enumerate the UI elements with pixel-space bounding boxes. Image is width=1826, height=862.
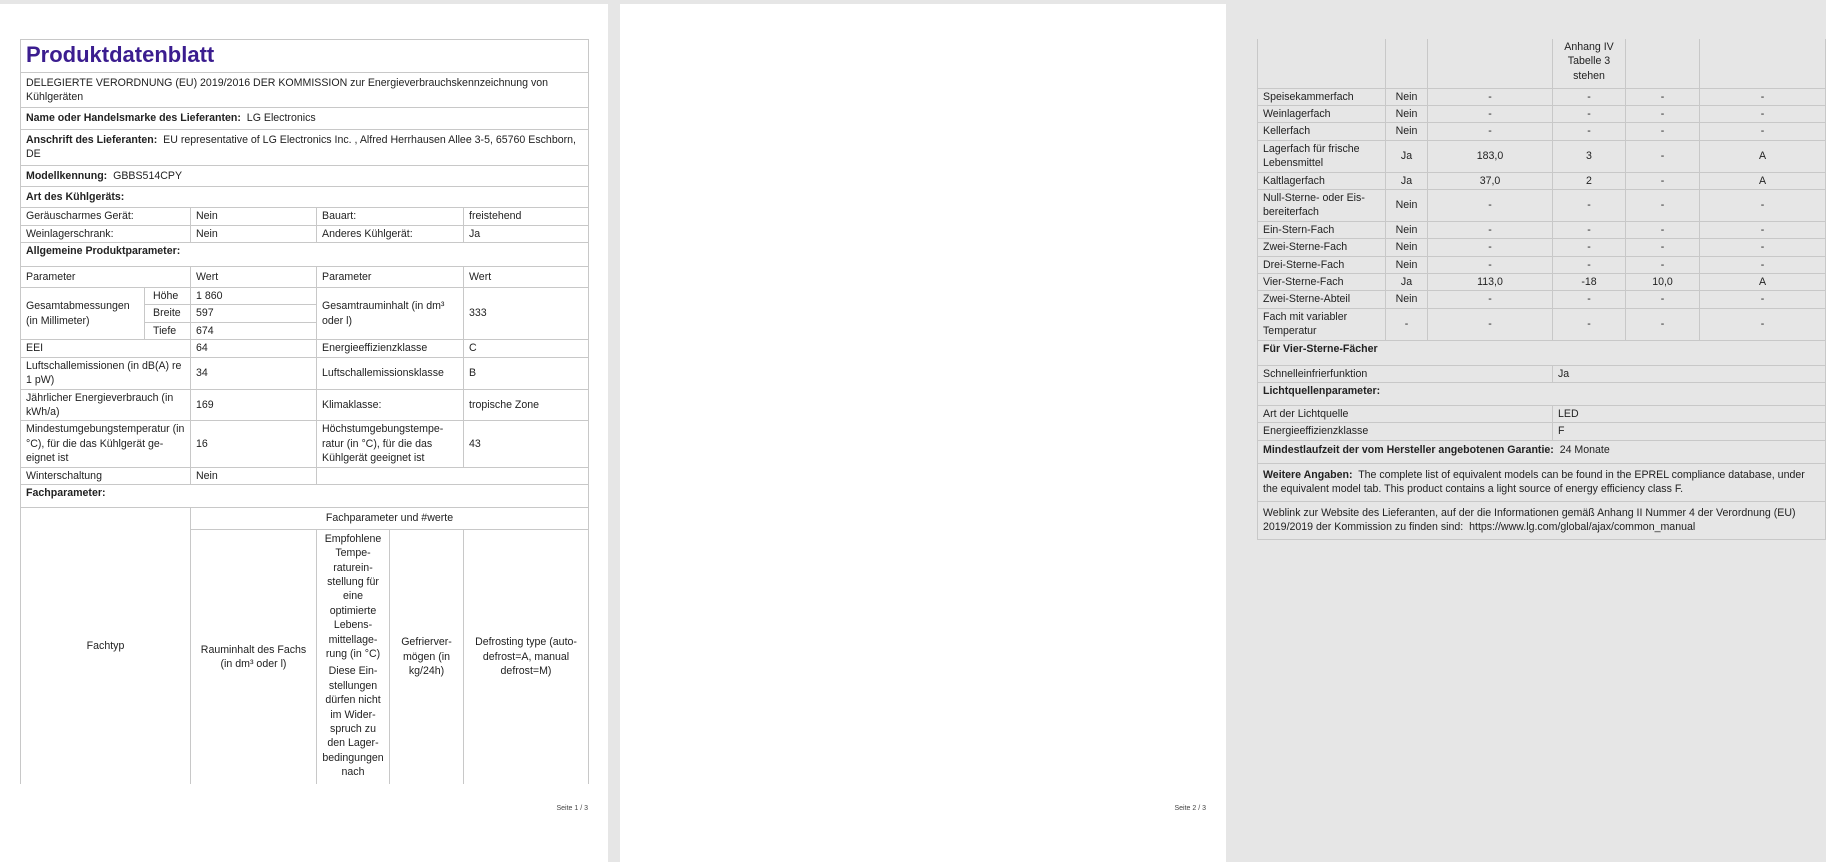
compartment-temperature: - xyxy=(1553,189,1626,221)
model-row xyxy=(21,165,589,186)
compartment-defrost: - xyxy=(1700,123,1826,140)
page-number: Seite 2 / 3 xyxy=(1174,805,1206,813)
col-group-header: Fachparameter und #werte xyxy=(191,508,589,529)
param-row xyxy=(21,340,589,357)
compartment-freeze-capacity: - xyxy=(1626,221,1700,238)
winter-value: Nein xyxy=(191,467,317,484)
compartment-temperature: - xyxy=(1553,239,1626,256)
type-row xyxy=(21,225,589,242)
param-value: 43 xyxy=(464,421,589,467)
warranty-label: Mindestlaufzeit der vom Hersteller angebotenen Garantie: xyxy=(1263,443,1554,456)
param-label: Höchstumgebungstemperatur (in °C), für die das Kühlgerät geeignet ist xyxy=(317,421,464,467)
compartment-name: Fach mit variabler Temperatur xyxy=(1258,308,1386,340)
param-row xyxy=(21,421,589,467)
compartment-name: Lagerfach für frische Lebensmittel xyxy=(1258,140,1386,172)
depth-label: Tiefe xyxy=(145,322,191,339)
compartment-name: Zwei-Sterne-Fach xyxy=(1258,239,1386,256)
compartment-temperature: - xyxy=(1553,308,1626,340)
param-label: Luftschallemissionsklasse xyxy=(317,357,464,389)
param-row xyxy=(21,357,589,389)
compartment-volume: - xyxy=(1428,308,1553,340)
weblink-text: Weblink zur Website des Lieferanten, auf der die Informationen gemäß Anhang II Nummer 4 der Verordnung (EU) 2019/2019 der Kommission zu finden sind: xyxy=(1263,506,1796,534)
value-header: Wert xyxy=(464,266,589,287)
param-label: Energieeffizienzklasse xyxy=(317,340,464,357)
compartment-temperature: - xyxy=(1553,256,1626,273)
model-id: GBBS514CPY xyxy=(113,169,183,182)
supplier-name-row xyxy=(21,108,589,129)
compartment-freeze-capacity: - xyxy=(1626,123,1700,140)
compartment-defrost: - xyxy=(1700,88,1826,105)
compartment-freeze-capacity: - xyxy=(1626,291,1700,308)
compartment-freeze-capacity: - xyxy=(1626,189,1700,221)
param-value: B xyxy=(464,357,589,389)
param-header-row xyxy=(21,266,589,287)
page-2 xyxy=(620,4,1805,862)
compartment-defrost: - xyxy=(1700,239,1826,256)
compartment-row xyxy=(1258,105,1826,122)
param-value: 34 xyxy=(191,357,317,389)
param-label: Luftschallemissionen (in dB(A) re 1 pW) xyxy=(21,357,191,389)
further-info-label: Weitere Angaben: xyxy=(1263,469,1353,482)
compartment-freeze-capacity: - xyxy=(1626,308,1700,340)
fast-freeze-label: Schnelleinfrierfunktion xyxy=(1258,366,1553,383)
compartment-row xyxy=(1258,88,1826,105)
page-number: Seite 1 / 3 xyxy=(556,805,588,813)
compartment-freeze-capacity: - xyxy=(1626,256,1700,273)
compartment-name: Null-Sterne- oder Eisbereiterfach xyxy=(1258,189,1386,221)
compartment-temperature: -18 xyxy=(1553,273,1626,290)
compartment-volume: 37,0 xyxy=(1428,172,1553,189)
compartment-defrost: - xyxy=(1700,291,1826,308)
type-label: Geräuscharmes Gerät: xyxy=(21,208,191,225)
compartment-row xyxy=(1258,239,1826,256)
model-label: Modellkennung: xyxy=(26,169,108,182)
compartment-defrost: - xyxy=(1700,308,1826,340)
param-value: tropische Zone xyxy=(464,389,589,421)
type-label: Anderes Kühlgerät: xyxy=(317,225,464,242)
light-class-label: Energieeffizienzklasse xyxy=(1258,423,1553,440)
compartment-name: Kaltlagerfach xyxy=(1258,172,1386,189)
compartment-continuation-table xyxy=(1257,39,1826,540)
type-label: Weinlagerschrank: xyxy=(21,225,191,242)
type-label: Bauart: xyxy=(317,208,464,225)
compartment-volume: 113,0 xyxy=(1428,273,1553,290)
compartment-defrost: A xyxy=(1700,140,1826,172)
product-datasheet-table xyxy=(20,39,589,784)
weblink-row xyxy=(1258,501,1826,539)
value-header: Wert xyxy=(191,266,317,287)
compartment-temperature: - xyxy=(1553,105,1626,122)
col-temperature-note: Diese Einstellungen dürfen nicht im Widerspruch zu den Lagerbedingungen nach xyxy=(322,665,384,779)
fast-freeze-row xyxy=(1258,366,1826,383)
depth-value: 674 xyxy=(191,322,317,339)
compartment-defrost: - xyxy=(1700,256,1826,273)
warranty-value: 24 Monate xyxy=(1559,443,1610,456)
type-value: Nein xyxy=(191,225,317,242)
compartment-freeze-capacity: - xyxy=(1626,88,1700,105)
col-temperature xyxy=(317,529,390,784)
compartment-row xyxy=(1258,189,1826,221)
compartment-defrost: A xyxy=(1700,273,1826,290)
fast-freeze-value: Ja xyxy=(1553,366,1826,383)
height-value: 1 860 xyxy=(191,288,317,305)
supplier-name-label: Name oder Handelsmarke des Lieferanten: xyxy=(26,112,241,125)
compartment-row xyxy=(1258,273,1826,290)
compartment-row xyxy=(1258,123,1826,140)
light-type-row xyxy=(1258,405,1826,422)
compartment-name: Speisekammerfach xyxy=(1258,88,1386,105)
compartment-present: Nein xyxy=(1386,291,1428,308)
param-value: C xyxy=(464,340,589,357)
param-value: 16 xyxy=(191,421,317,467)
param-value: 64 xyxy=(191,340,317,357)
volume-value: 333 xyxy=(464,288,589,340)
compartment-temperature: - xyxy=(1553,291,1626,308)
col-defrost-type: Defrosting type (auto-defrost=A, manual defrost=M) xyxy=(464,529,589,784)
compartment-volume: - xyxy=(1428,256,1553,273)
supplier-address: EU representative of LG Electronics Inc. , Alfred Herrhausen Allee 3-5, 65760 Eschborn, DE xyxy=(26,133,576,161)
page-1 xyxy=(0,4,608,862)
col-volume: Rauminhalt des Fachs (in dm³ oder l) xyxy=(191,529,317,784)
width-label: Breite xyxy=(145,305,191,322)
param-label: Klimaklasse: xyxy=(317,389,464,421)
compartment-present: Nein xyxy=(1386,105,1428,122)
compartment-name: Drei-Sterne-Fach xyxy=(1258,256,1386,273)
compartment-volume: 183,0 xyxy=(1428,140,1553,172)
continued-header: Anhang IV Tabelle 3 stehen xyxy=(1553,39,1626,88)
compartment-row xyxy=(1258,172,1826,189)
compartment-temperature: - xyxy=(1553,88,1626,105)
supplier-name: LG Electronics xyxy=(246,112,316,125)
compartment-freeze-capacity: - xyxy=(1626,105,1700,122)
compartment-present: Nein xyxy=(1386,256,1428,273)
param-label: Mindestumgebungstemperatur (in °C), für die das Kühlgerät geeignet ist xyxy=(21,421,191,467)
compartment-row xyxy=(1258,140,1826,172)
type-heading: Art des Kühlgeräts: xyxy=(21,187,589,208)
winter-row xyxy=(21,467,589,484)
light-heading: Lichtquellenparameter: xyxy=(1258,383,1826,405)
height-label: Höhe xyxy=(145,288,191,305)
light-class-value: F xyxy=(1553,423,1826,440)
compartment-row xyxy=(1258,256,1826,273)
type-value: Nein xyxy=(191,208,317,225)
compartment-temperature: 3 xyxy=(1553,140,1626,172)
col-temperature-text: Empfohlene Temperatureinstellung für eine optimierte Lebensmittellagerung (in °C) xyxy=(324,532,382,660)
compartment-name: Vier-Sterne-Fach xyxy=(1258,273,1386,290)
compartment-present: - xyxy=(1386,308,1428,340)
compartment-temperature: - xyxy=(1553,221,1626,238)
compartment-volume: - xyxy=(1428,239,1553,256)
compartment-present: Nein xyxy=(1386,123,1428,140)
type-row xyxy=(21,208,589,225)
compartment-volume: - xyxy=(1428,221,1553,238)
compartment-temperature: - xyxy=(1553,123,1626,140)
compartment-volume: - xyxy=(1428,88,1553,105)
compartment-volume: - xyxy=(1428,105,1553,122)
supplier-address-row xyxy=(21,129,589,165)
type-value: freistehend xyxy=(464,208,589,225)
compartment-present: Ja xyxy=(1386,172,1428,189)
compartment-row xyxy=(1258,291,1826,308)
param-value: 169 xyxy=(191,389,317,421)
compartment-freeze-capacity: - xyxy=(1626,140,1700,172)
compartment-row xyxy=(1258,221,1826,238)
compartment-freeze-capacity: 10,0 xyxy=(1626,273,1700,290)
further-info-row xyxy=(1258,464,1826,502)
compartment-present: Nein xyxy=(1386,239,1428,256)
compartment-row xyxy=(1258,308,1826,340)
light-class-row xyxy=(1258,423,1826,440)
supplier-address-label: Anschrift des Lieferanten: xyxy=(26,133,158,146)
compartment-name: Ein-Stern-Fach xyxy=(1258,221,1386,238)
page-title: Produktdatenblatt xyxy=(21,40,589,73)
weblink-url[interactable]: https://www.lg.com/global/ajax/common_manual xyxy=(1469,521,1696,534)
further-info-text: The complete list of equivalent models can be found in the EPREL compliance database, under the equivalent model tab. This product contains a light source of energy efficiency class F. xyxy=(1263,469,1805,496)
compartment-name: Zwei-Sterne-Abteil xyxy=(1258,291,1386,308)
compartment-heading: Fachparameter: xyxy=(21,484,589,507)
param-label: Jährlicher Energieverbrauch (in kWh/a) xyxy=(21,389,191,421)
winter-label: Winterschaltung xyxy=(21,467,191,484)
width-value: 597 xyxy=(191,305,317,322)
compartment-freeze-capacity: - xyxy=(1626,172,1700,189)
compartment-defrost: - xyxy=(1700,105,1826,122)
param-header: Parameter xyxy=(317,266,464,287)
col-freeze-capacity: Gefriervermögen (in kg/24h) xyxy=(390,529,464,784)
compartment-volume: - xyxy=(1428,123,1553,140)
col-fachtyp: Fachtyp xyxy=(21,508,191,784)
compartment-name: Kellerfach xyxy=(1258,123,1386,140)
compartment-defrost: - xyxy=(1700,189,1826,221)
compartment-volume: - xyxy=(1428,291,1553,308)
compartment-volume: - xyxy=(1428,189,1553,221)
light-type-value: LED xyxy=(1553,405,1826,422)
compartment-present: Nein xyxy=(1386,221,1428,238)
param-label: EEI xyxy=(21,340,191,357)
param-row xyxy=(21,389,589,421)
compartment-defrost: A xyxy=(1700,172,1826,189)
compartment-freeze-capacity: - xyxy=(1626,239,1700,256)
compartment-present: Ja xyxy=(1386,140,1428,172)
regulation-text: DELEGIERTE VERORDNUNG (EU) 2019/2016 DER KOMMISSION zur Energieverbrauchskennzeichnung von Kühlgeräten xyxy=(21,72,589,108)
compartment-defrost: - xyxy=(1700,221,1826,238)
volume-label: Gesamtrauminhalt (in dm³ oder l) xyxy=(317,288,464,340)
four-star-heading: Für Vier-Sterne-Fächer xyxy=(1258,340,1826,365)
param-header: Parameter xyxy=(21,266,191,287)
type-value: Ja xyxy=(464,225,589,242)
compartment-present: Nein xyxy=(1386,88,1428,105)
compartment-present: Ja xyxy=(1386,273,1428,290)
general-heading: Allgemeine Produktparameter: xyxy=(21,243,589,266)
light-type-label: Art der Lichtquelle xyxy=(1258,405,1553,422)
dimensions-label: Gesamtabmessungen (in Millimeter) xyxy=(21,288,145,340)
compartment-present: Nein xyxy=(1386,189,1428,221)
compartment-name: Weinlagerfach xyxy=(1258,105,1386,122)
warranty-row xyxy=(1258,440,1826,463)
compartment-temperature: 2 xyxy=(1553,172,1626,189)
